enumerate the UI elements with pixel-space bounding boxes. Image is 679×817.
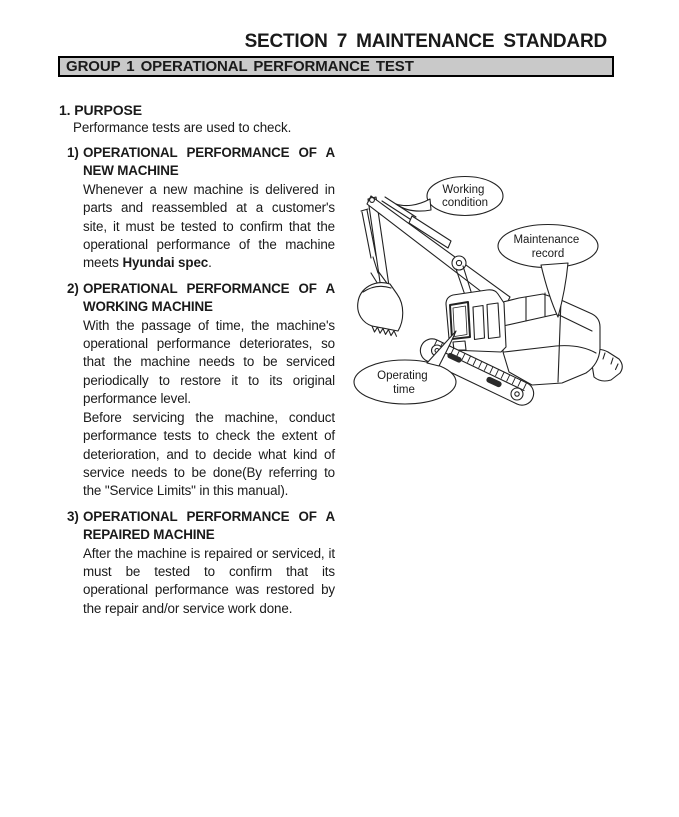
excavator-figure <box>340 160 630 420</box>
group-header-bar <box>58 56 614 77</box>
purpose-heading: 1. PURPOSE <box>59 102 143 118</box>
item-number: 1) <box>67 145 79 160</box>
item-number: 2) <box>67 280 79 296</box>
excavator-cab <box>446 290 506 352</box>
callout-working-condition <box>396 177 503 216</box>
item-paragraph: With the passage of time, the machine's operational performance deteriorates, so that the machine needs to be serviced periodically to restore it to its original performance level. <box>83 317 335 407</box>
excavator-bucket <box>358 283 403 331</box>
item-content <box>83 280 335 501</box>
item-heading: OPERATIONAL PERFORMANCE OF A NEW MACHINE <box>83 145 335 179</box>
item-content <box>83 144 335 273</box>
callout-tail <box>396 199 431 211</box>
excavator-illustration <box>340 160 630 420</box>
svg-text:Maintenance record: Maintenance record <box>513 234 580 260</box>
section-title: SECTION 7 MAINTENANCE STANDARD <box>244 31 607 52</box>
item-content <box>83 508 335 618</box>
paragraph-text: . <box>208 255 212 271</box>
svg-text:Operating time: Operating time <box>377 370 428 396</box>
purpose-intro: Performance tests are used to check. <box>73 120 292 135</box>
item-paragraph <box>83 181 335 273</box>
paragraph-bold-text: Hyundai spec <box>122 255 209 271</box>
item-heading: OPERATIONAL PERFORMANCE OF A WORKING MACHINE <box>83 280 335 315</box>
paragraph-text: Whenever a new machine is delivered in parts and reassembled at a customer's site, it must be tested to confirm that the operational performance of the machine meets <box>83 181 335 271</box>
item-heading: OPERATIONAL PERFORMANCE OF A REPAIRED MACHINE <box>83 508 335 543</box>
track-idler-wheel <box>511 388 523 400</box>
item-new-machine <box>67 144 335 273</box>
item-repaired-machine <box>67 508 335 618</box>
item-number: 3) <box>67 508 79 524</box>
item-paragraph: Before servicing the machine, conduct performance tests to check the extent of deterioration, and to decide what kind of service needs to be done(By referring to the "Service Limits" in this manual). <box>83 409 335 499</box>
item-paragraph: After the machine is repaired or serviced, it must be tested to confirm that its operational performance was restored by the repair and/or service work done. <box>83 545 335 616</box>
item-working-machine <box>67 280 335 501</box>
group-header-label: GROUP 1 OPERATIONAL PERFORMANCE TEST <box>66 58 414 75</box>
numbered-items <box>67 144 335 618</box>
svg-text:Working condition: Working condition <box>441 184 489 209</box>
excavator-body <box>503 293 600 385</box>
